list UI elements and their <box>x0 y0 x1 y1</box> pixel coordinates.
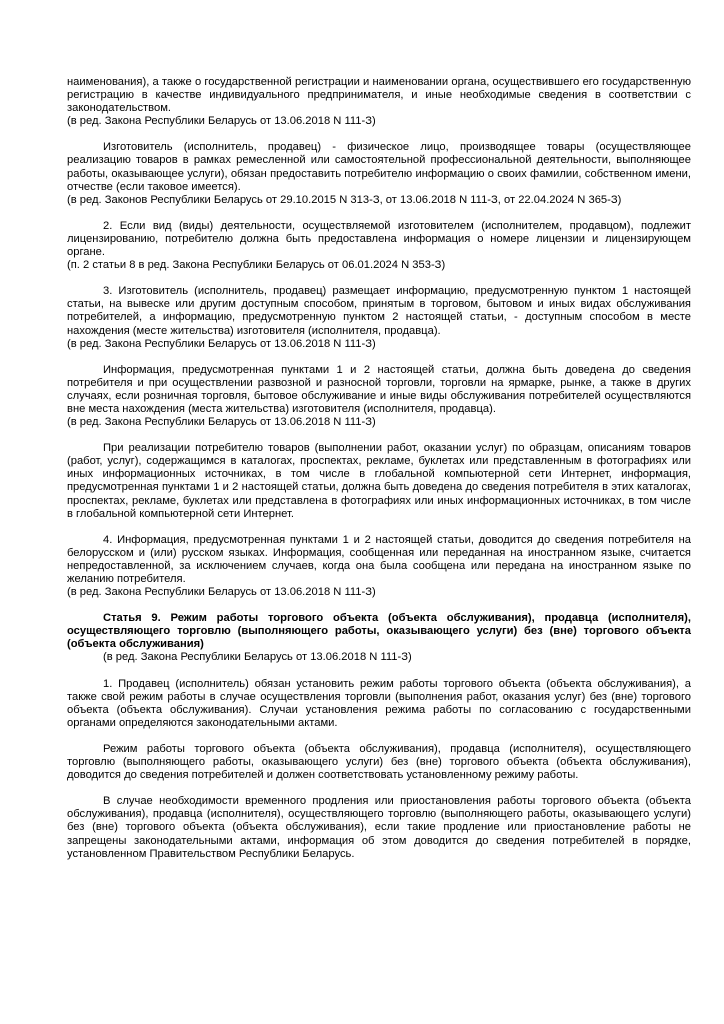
amendment-note: (в ред. Закона Республики Беларусь от 13.06.2018 N 111-З) <box>67 337 376 350</box>
amendment-note: (в ред. Законов Республики Беларусь от 29.10.2015 N 313-З, от 13.06.2018 N 111-З, от 22.04.2024 N 365-З) <box>67 193 622 206</box>
paragraph: 3. Изготовитель (исполнитель, продавец) размещает информацию, предусмотренную пунктом 1 настоящей статьи, на вывеске или другим доступным способом, принятым в торговом, бытовом и иных видах обслуживания потребителей, а информацию, предусмотренную пунктом 2 настоящей статьи, - доступным способом в месте нахождения (месте жительства) изготовителя (исполнителя, продавца). <box>67 285 691 337</box>
paragraph: Режим работы торгового объекта (объекта обслуживания), продавца (исполнителя), осуществляющего торговлю (выполняющего работы, оказывающего услуги) без (вне) торгового объекта (объекта обслуживания), доводится до сведения потребителей и должен соответствовать установленному режиму работы. <box>67 742 691 782</box>
paragraph: наименования), а также о государственной регистрации и наименовании органа, осуществившего его государственную регистрацию в качестве индивидуального предпринимателя, и иные необходимые сведения в соответствии с законодательством. <box>67 76 691 115</box>
paragraph: Информация, предусмотренная пунктами 1 и 2 настоящей статьи, должна быть доведена до сведения потребителя и при осуществлении развозной и разносной торговли, торговли на ярмарке, рынке, а также в других случаях, если розничная торговля, бытовое обслуживание и иные виды обслуживания потребителей осуществляются вне места нахождения (места жительства) изготовителя (исполнителя, продавца). <box>67 363 691 415</box>
amendment-note: (в ред. Закона Республики Беларусь от 13.06.2018 N 111-З) <box>103 651 412 664</box>
paragraph: 4. Информация, предусмотренная пунктами 1 и 2 настоящей статьи, доводится до сведения потребителя на белорусском и (или) русском языках. Информация, сообщенная или переданная на иностранном языке, считается непредоставленной, за исключением случаев, когда она была сообщена или передана на иностранном языке по желанию потребителя. <box>67 533 691 585</box>
amendment-note: (п. 2 статьи 8 в ред. Закона Республики Беларусь от 06.01.2024 N 353-З) <box>67 259 446 272</box>
paragraph: При реализации потребителю товаров (выполнении работ, оказании услуг) по образцам, описаниям товаров (работ, услуг), содержащимся в каталогах, проспектах, рекламе, буклетах или представленным в фотографиях или иных информационных источниках, в том числе в глобальной компьютерной сети Интернет, информация, предусмотренная пунктами 1 и 2 настоящей статьи, должна быть доведена до сведения потребителя в этих каталогах, проспектах, рекламе, буклетах или представлена в фотографиях или иных информационных источниках, в том числе в глобальной компьютерной сети Интернет. <box>67 442 691 520</box>
amendment-note: (в ред. Закона Республики Беларусь от 13.06.2018 N 111-З) <box>67 416 376 429</box>
paragraph: 1. Продавец (исполнитель) обязан установить режим работы торгового объекта (объекта обслуживания), а также свой режим работы в случае осуществления торговли (выполнения работ, оказания услуг) без (вне) торгового объекта (объекта обслуживания). Случаи установления режима работы по согласованию с государственными органами определяются законодательными актами. <box>67 677 691 729</box>
document-page <box>67 76 691 861</box>
amendment-note: (в ред. Закона Республики Беларусь от 13.06.2018 N 111-З) <box>67 115 376 128</box>
article-heading: Статья 9. Режим работы торгового объекта (объекта обслуживания), продавца (исполнителя), осуществляющего торговлю (выполняющего работы, оказывающего услуги) без (вне) торгового объекта (объекта обслуживания) <box>67 612 691 651</box>
amendment-note: (в ред. Закона Республики Беларусь от 13.06.2018 N 111-З) <box>67 586 376 599</box>
paragraph: 2. Если вид (виды) деятельности, осуществляемой изготовителем (исполнителем, продавцом), подлежит лицензированию, потребителю должна быть предоставлена информация о номере лицензии и лицензирующем органе. <box>67 219 691 259</box>
paragraph: Изготовитель (исполнитель, продавец) - физическое лицо, производящее товары (осуществляющее реализацию товаров в рамках ремесленной или самостоятельной профессиональной деятельности, выполняющее работы, оказывающее услуги), обязан предоставить потребителю информацию о своих фамилии, собственном имени, отчестве (если таковое имеется). <box>67 141 691 193</box>
paragraph: В случае необходимости временного продления или приостановления работы торгового объекта (объекта обслуживания), продавца (исполнителя), осуществляющего торговлю (выполняющего работы, оказывающего услуги) без (вне) торгового объекта (объекта обслуживания), если такие продление или приостановление работы не запрещены законодательными актами, информация об этом доводится до сведения потребителей в порядке, установленном Правительством Республики Беларусь. <box>67 795 691 860</box>
